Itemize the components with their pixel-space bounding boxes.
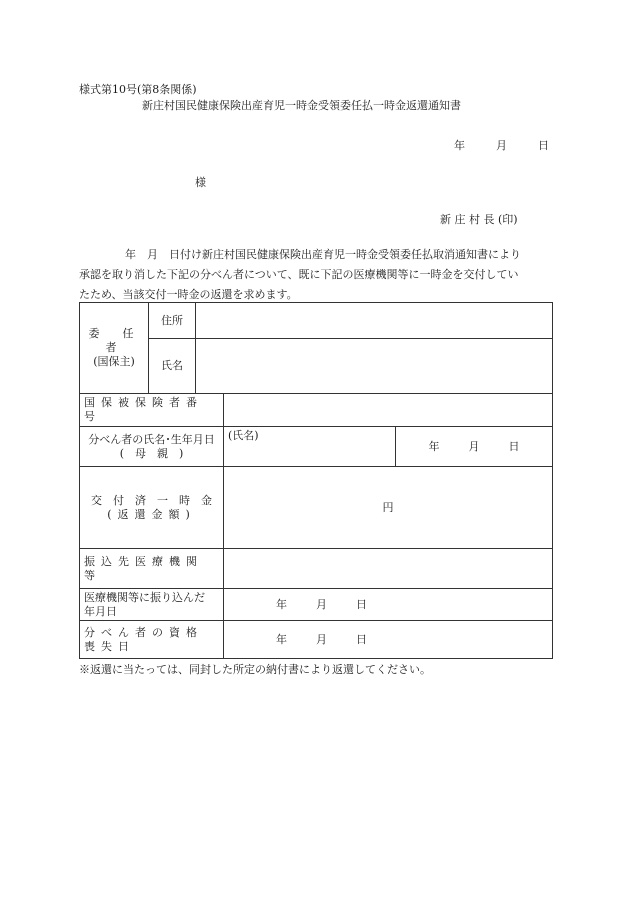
mother-sublabel: ( 母 親 ) [119,446,184,460]
body-line-1: 年 月 日付け新庄村国民健康保険出産育児一時金受領委任払取消通知書により [125,248,521,261]
footnote: ※返還に当たっては、同封した所定の納付書により返還してください。 [79,663,431,676]
transfer-day: 日 [356,597,367,611]
issuer-signature: 新 庄 村 長 (印) [440,213,518,226]
addressee-honorific: 様 [195,176,206,189]
birth-year: 年 [428,439,440,453]
return-form-table [79,302,553,659]
loss-label: 分べん者の資格喪失日 [80,621,224,659]
birth-month: 月 [468,439,480,453]
date-month: 月 [496,139,507,152]
form-number: 様式第10号(第8条関係) [79,83,197,96]
document-title: 新庄村国民健康保険出産育児一時金受領委任払一時金返還通知書 [142,99,461,112]
amount-field[interactable] [224,467,553,549]
loss-month: 月 [316,632,327,646]
insured-number-field[interactable] [224,394,553,427]
transfer-month: 月 [316,597,327,611]
mother-name-field[interactable] [224,427,396,467]
amount-unit: 円 [382,500,394,514]
date-year: 年 [454,139,465,152]
loss-day: 日 [356,632,367,646]
loss-year: 年 [276,632,287,646]
mother-name-prefix: (氏名) [228,429,259,442]
notice-body [79,245,554,305]
birth-day: 日 [508,439,520,453]
transfer-sublabel: 年月日 [84,604,117,618]
mother-label: 分べん者の氏名･生年月日 [88,432,215,446]
address-label: 住所 [149,303,196,339]
amount-sublabel: (返還金額) [107,507,196,521]
amount-label-cell [80,467,224,549]
principal-label: 委 任 者 [88,327,157,354]
name-field[interactable] [196,339,553,394]
transfer-label-cell [80,589,224,621]
address-field[interactable] [196,303,553,339]
insured-number-label: 国保被保険者番号 [80,394,224,427]
body-line-3: たため、当該交付一時金の返還を求めます。 [79,288,298,301]
loss-date-field[interactable] [224,621,553,659]
bank-label: 振込先医療機関等 [80,549,224,589]
mother-birthdate-field[interactable] [396,427,553,467]
bank-field[interactable] [224,549,553,589]
transfer-label: 医療機関等に振り込んだ [84,590,205,604]
date-day: 日 [538,139,549,152]
transfer-date-field[interactable] [224,589,553,621]
mother-label-cell [80,427,224,467]
name-label: 氏名 [149,339,196,394]
amount-label: 交 付 済 一 時 金 [91,493,212,507]
transfer-year: 年 [276,597,287,611]
issue-date [454,137,549,153]
body-line-2: 承認を取り消した下記の分べん者について、既に下記の医療機関等に一時金を交付してい [79,268,519,281]
principal-label-cell [80,303,157,394]
principal-sublabel: (国保主) [93,355,135,368]
